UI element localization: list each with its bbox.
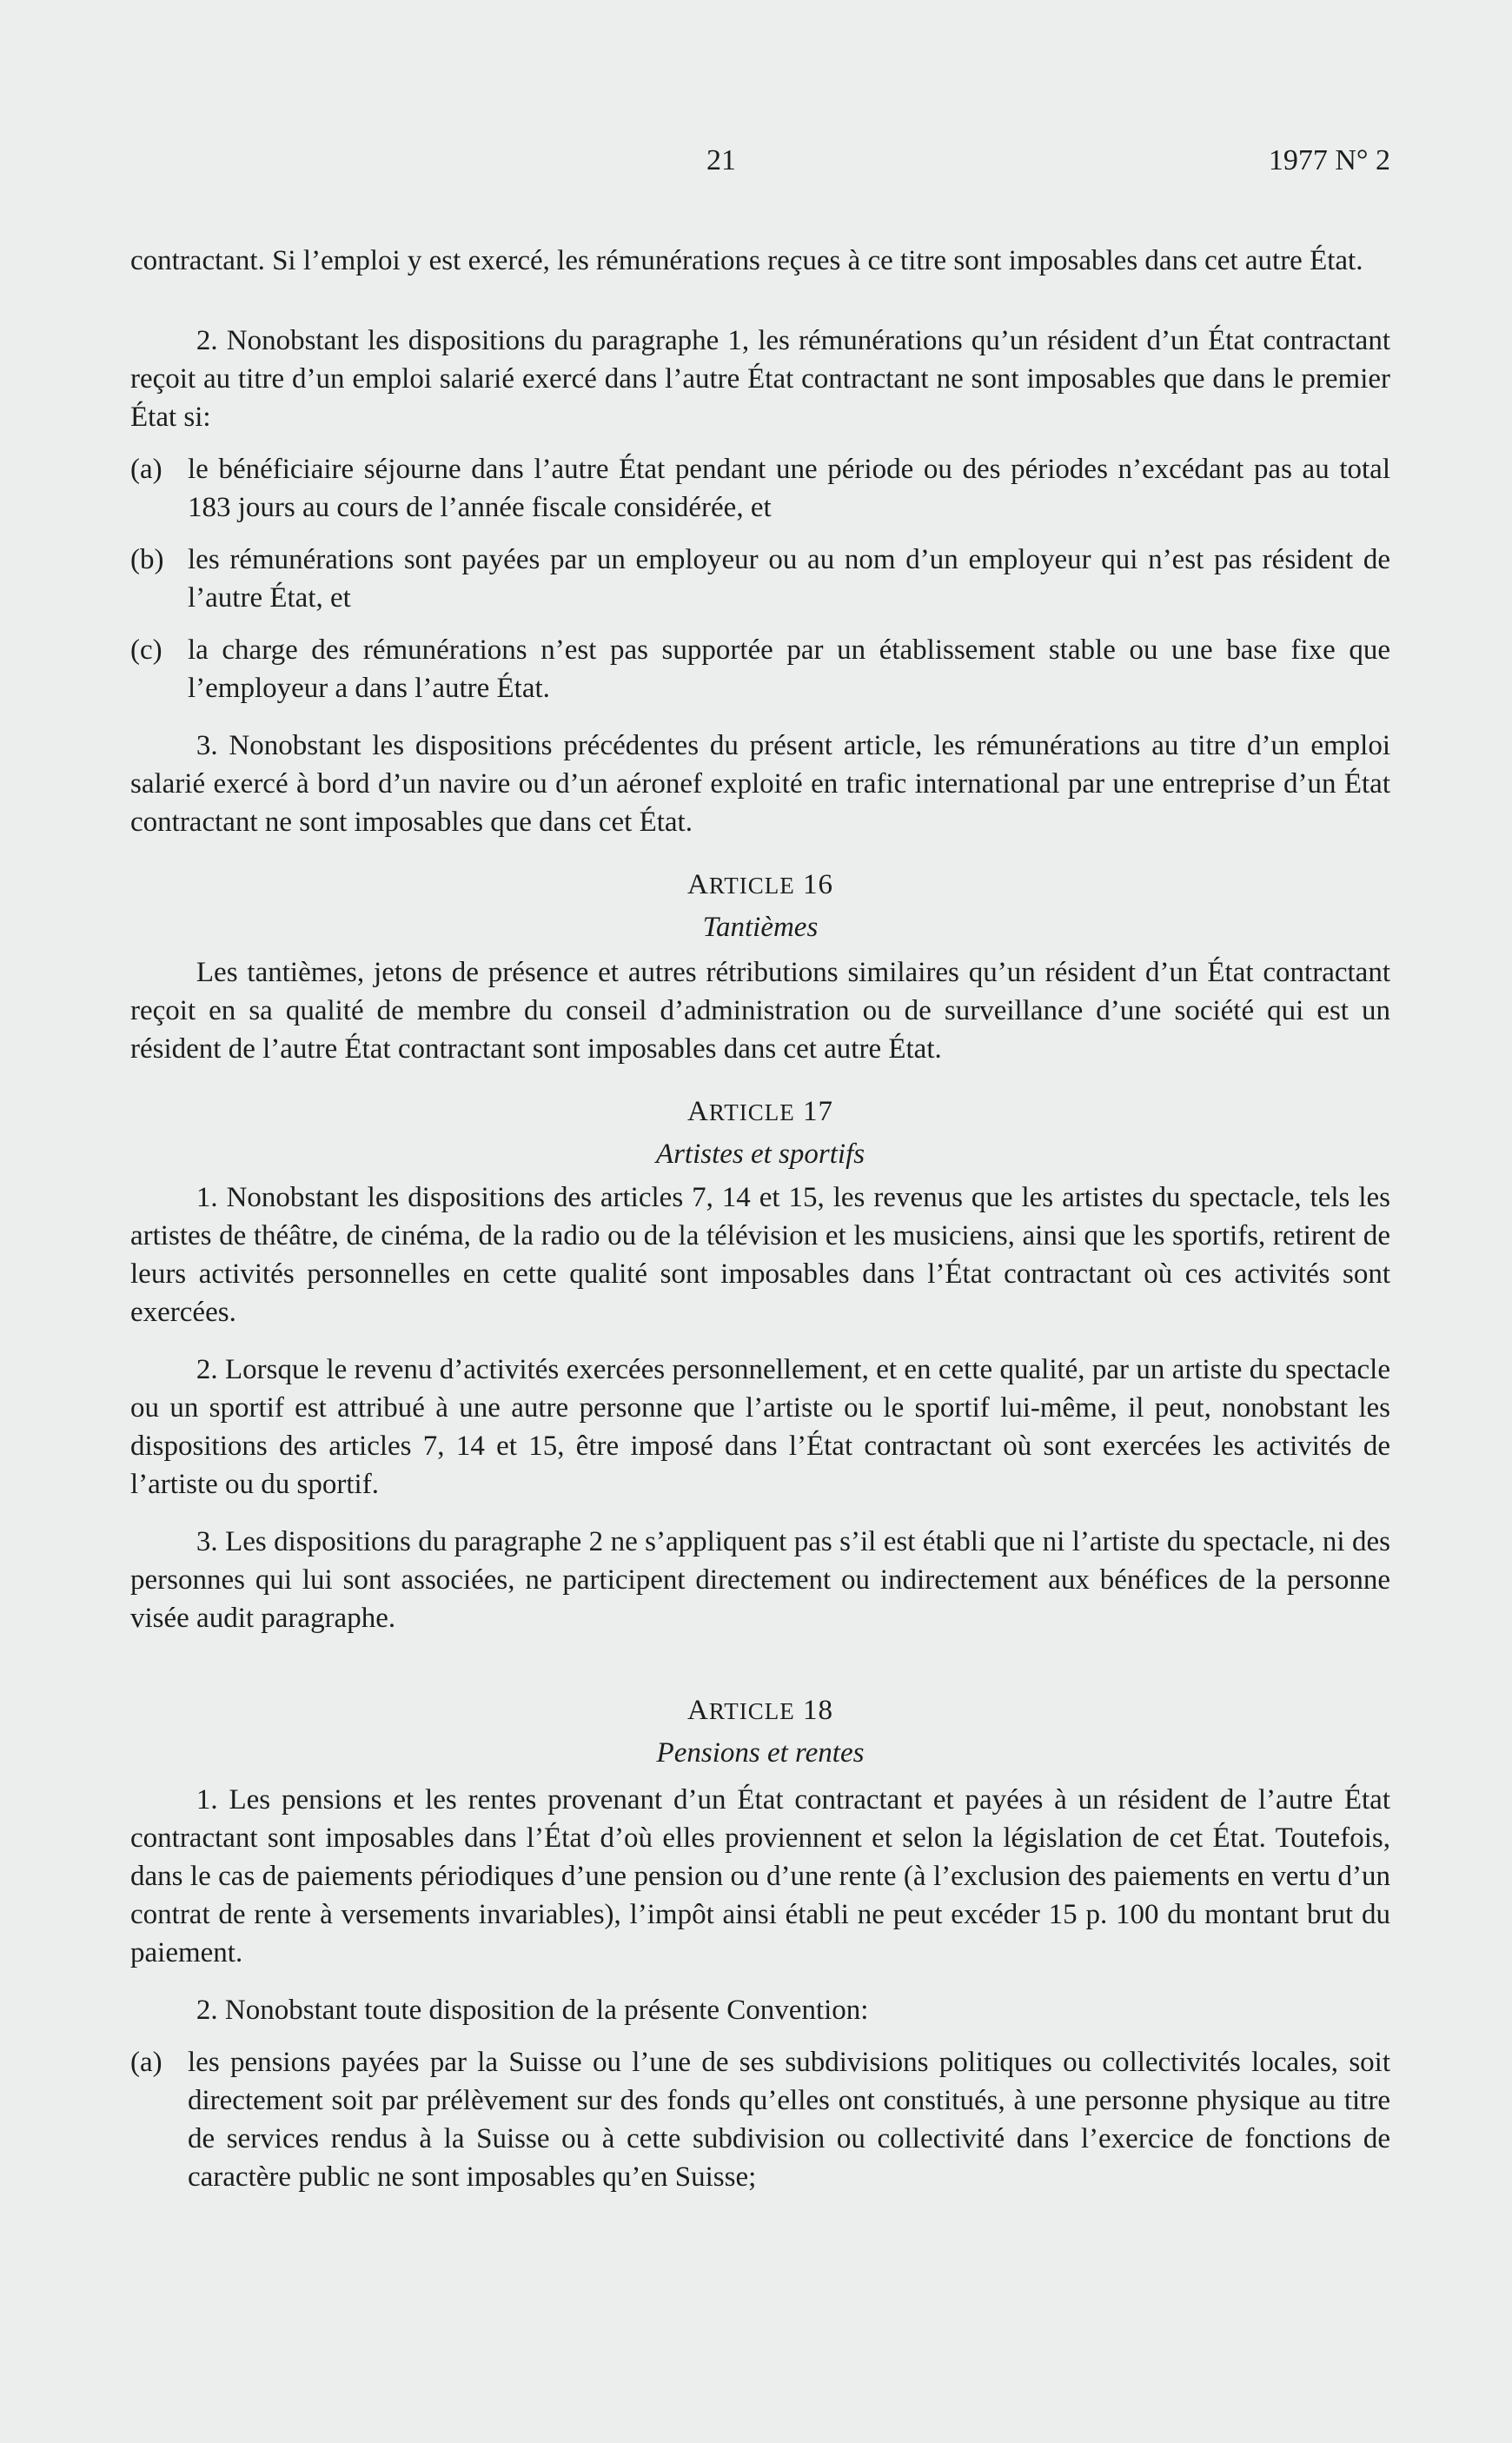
article-18-paragraph-1: 1. Les pensions et les rentes provenant d’un État contractant et payées à un résident de l’autre État contractant sont imposables dans l’État d’où elles proviennent et selon la législation de cet État. Toutefois, dans le cas de paiements périodiques d’une pension ou d’une rente (à l’exclusion des paiements en vertu d’un contrat de rente à versements invariables), l’impôt ainsi établi ne peut excéder 15 p. 100 du montant brut du paiement. — [130, 1784, 1390, 1968]
article-18-number: 18 — [794, 1695, 833, 1726]
article-17-heading — [130, 1092, 1390, 1132]
page-number: 21 — [706, 144, 736, 176]
list-item-label: (b) — [130, 544, 164, 575]
article-15-paragraph-3: 3. Nonobstant les dispositions précédentes du présent article, les rémunérations au titre d’un emploi salarié exercé à bord d’un navire ou d’un aéronef exploité en trafic international par une entreprise d’un État contractant ne sont imposables que dans cet État. — [130, 730, 1390, 838]
page-header — [130, 144, 1390, 183]
article-16-cap: A — [687, 869, 709, 900]
article-16-word: RTICLE — [708, 873, 795, 899]
article-17-paragraph-3: 3. Les dispositions du paragraphe 2 ne s’appliquent pas s’il est établi que ni l’artiste du spectacle, ni des personnes qui lui sont associées, ne participent directement ou indirectement aux bénéfices de la personne visée audit paragraphe. — [130, 1526, 1390, 1634]
article-18-word: RTICLE — [708, 1698, 795, 1724]
article-18-paragraph-2: 2. Nonobstant toute disposition de la présente Convention: — [196, 1995, 869, 2026]
list-item-label: (a) — [130, 454, 162, 485]
list-item-text: la charge des rémunérations n’est pas supportée par un établissement stable ou une base fixe que l’employeur a dans l’autre État. — [188, 634, 1390, 704]
list-item-text: les rémunérations sont payées par un employeur ou au nom d’un employeur qui n’est pas résident de l’autre État, et — [188, 544, 1390, 614]
article-17-title: Artistes et sportifs — [655, 1139, 865, 1170]
article-16-paragraph: Les tantièmes, jetons de présence et autres rétributions similaires qu’un résident d’un État contractant reçoit en sa qualité de membre du conseil d’administration ou de surveillance d’une société qui est un résident de l’autre État contractant sont imposables dans cet autre État. — [130, 957, 1390, 1065]
list-item-text: le bénéficiaire séjourne dans l’autre État pendant une période ou des périodes n’excédant pas au total 183 jours au cours de l’année fiscale considérée, et — [188, 454, 1390, 523]
list-item-text: les pensions payées par la Suisse ou l’une de ses subdivisions politiques ou collectivités locales, soit directement soit par prélèvement sur des fonds qu’elles ont constitués, à une personne physique au titre de services rendus à la Suisse ou à cette subdivision ou collectivité dans l’exercice de fonctions de caractère public ne sont imposables qu’en Suisse; — [188, 2047, 1390, 2193]
article-17-cap: A — [687, 1096, 709, 1127]
list-item-label: (a) — [130, 2047, 162, 2078]
article-17-paragraph-2: 2. Lorsque le revenu d’activités exercées personnellement, et en cette qualité, par un artiste du spectacle ou un sportif est attribué à une autre personne que l’artiste ou le sportif lui-même, il peut, nonobstant les dispositions des articles 7, 14 et 15, être imposé dans l’État contractant où sont exercées les activités de l’artiste ou du sportif. — [130, 1354, 1390, 1500]
list-item — [130, 631, 1390, 707]
article-16-heading — [130, 866, 1390, 905]
list-item-label: (c) — [130, 634, 162, 666]
article-17-word: RTICLE — [708, 1099, 795, 1125]
article-17-paragraph-1: 1. Nonobstant les dispositions des articles 7, 14 et 15, les revenus que les artistes du spectacle, tels les artistes de théâtre, de cinéma, de la radio ou de la télévision et les musiciens, ainsi que les sportifs, retirent de leurs activités personnelles en cette qualité sont imposables dans l’État contractant où ces activités sont exercées. — [130, 1182, 1390, 1328]
continued-paragraph: contractant. Si l’emploi y est exercé, les rémunérations reçues à ce titre sont imposables dans cet autre État. — [130, 245, 1363, 276]
list-item — [130, 541, 1390, 617]
article-16-number: 16 — [794, 869, 833, 900]
publication-reference: 1977 N° 2 — [1268, 144, 1390, 176]
article-17-number: 17 — [794, 1096, 833, 1127]
article-16-title: Tantièmes — [702, 912, 819, 943]
list-item — [130, 450, 1390, 527]
list-item — [130, 2043, 1390, 2196]
article-18-cap: A — [687, 1695, 709, 1726]
article-15-paragraph-2: 2. Nonobstant les dispositions du paragraphe 1, les rémunérations qu’un résident d’un État contractant reçoit au titre d’un emploi salarié exercé dans l’autre État contractant ne sont imposables que dans le premier État si: — [130, 325, 1390, 433]
article-18-title: Pensions et rentes — [656, 1737, 865, 1769]
page-body — [130, 242, 1390, 2196]
article-18-heading — [130, 1691, 1390, 1730]
